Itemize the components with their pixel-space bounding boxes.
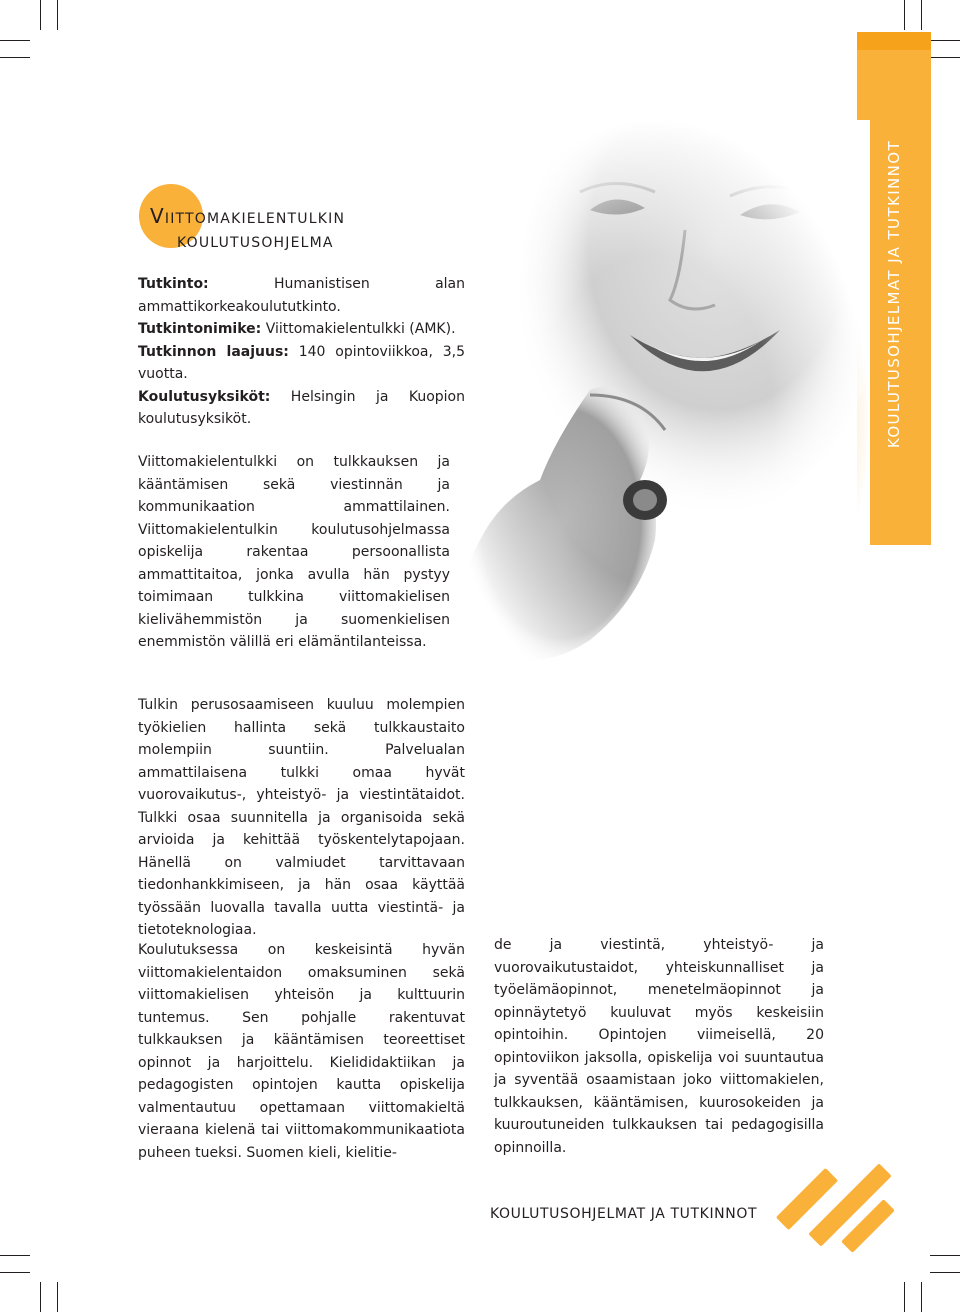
crop-mark (930, 57, 960, 58)
crop-mark (0, 57, 30, 58)
crop-mark (0, 1255, 30, 1256)
info-units-label: Koulutusyksiköt: (138, 388, 271, 405)
crop-mark (904, 0, 905, 30)
info-units (138, 386, 465, 431)
body-paragraph-2: Tulkin perusosaamiseen kuuluu molempien työkielien hallinta sekä tulkkaustaito molempiin suuntiin. Palvelualan ammattilaisena tulkki omaa hyvät vuorovaikutus-, yhteistyö- ja viestintätaidot. Tulkki osaa suunnitella ja organisoida sekä arvioida ja kehittää työskentelytapojaan. Hänellä on valmiudet tarvittavaan tiedonhankkimiseen, ja hän osaa käyttää työssään luovalla tavalla uutta viestintä- ja tietoteknologiaa. (138, 697, 465, 938)
crop-mark (930, 1272, 960, 1273)
crop-mark (921, 1282, 922, 1312)
side-tab-top-bar (857, 32, 931, 50)
crop-mark (40, 0, 41, 30)
crop-mark (40, 1282, 41, 1312)
info-title (138, 318, 465, 341)
crop-mark (57, 0, 58, 30)
footer-label: KOULUTUSOHJELMAT JA TUTKINNOT (490, 1206, 758, 1222)
intro-paragraph: Viittomakielentulkki on tulkkauksen ja kääntämisen sekä viestinnän ja kommunikaation ammattilainen. Viittomakielentulkin koulutusohjelmassa opiskelija rakentaa persoonallista ammattitaitoa, jonka avulla hän pystyy toimimaan tulkkina viittomakielisen kielivähemmistön ja suomenkielisen enemmistön välillä eri elämäntilanteissa. (138, 454, 450, 650)
side-tab-label: KOULUTUSOHJELMAT JA TUTKINNOT (885, 139, 903, 449)
crop-mark (0, 1272, 30, 1273)
info-units-value: Helsingin ja Kuopion koulutusyksiköt. (138, 388, 465, 427)
info-scope-label: Tutkinnon laajuus: (138, 343, 289, 360)
crop-mark (0, 40, 30, 41)
info-title-label: Tutkintonimike: (138, 321, 262, 337)
crop-mark (57, 1282, 58, 1312)
crop-mark (930, 40, 960, 41)
info-scope (138, 341, 465, 386)
body-paragraph-3: Koulutuksessa on keskeisintä hyvän viittomakielentaidon omaksuminen sekä viittomakielisen yhteisön ja kulttuurin tuntemus. Sen pohjalle rakentuvat tulkkauksen ja kääntämisen teoreettiset opinnot ja harjoittelu. Kielididaktiikan ja pedagogisten opintojen kautta opiskelija valmentautuu opettamaan viittomakieltä vieraana kielenä tai viittomakommunikaatiota puheen tueksi. Suomen kieli, kielitie- (138, 942, 465, 1161)
info-degree-label: Tutkinto: (138, 276, 209, 292)
page-title (150, 204, 345, 252)
info-degree-value: Humanistisen alan ammattikorkeakoulututkinto. (138, 276, 465, 315)
degree-info (138, 273, 465, 431)
crop-mark (904, 1282, 905, 1312)
title-initial: V (150, 204, 165, 228)
body-paragraph-4: de ja viestintä, yhteistyö- ja vuorovaikutustaidot, yhteiskunnalliset ja työelämäopinnot, menetelmäopinnot ja opinnäytetyö kuuluvat myös keskeisiin opintoihin. Opintojen viimeisellä, 20 opintoviikon jaksolla, opiskelija voi suuntautua ja syventää osaamistaan joko viittomakielen, tulkkauksen, kääntämisen, kuurosokeiden ja kuuroutuneiden tulkkauksen tai pedagogisilla opinnoilla. (494, 937, 824, 1156)
title-line2: koulutusohjelma (177, 228, 334, 252)
info-scope-value: 140 opintoviikkoa, 3,5 vuotta. (138, 343, 466, 382)
crop-mark (921, 0, 922, 30)
info-degree (138, 273, 465, 318)
crop-mark (930, 1255, 960, 1256)
info-title-value: Viittomakielentulkki (AMK). (265, 321, 456, 337)
title-line1-rest: iittomakielentulkin (164, 204, 346, 228)
interpreter-photo (440, 120, 870, 720)
